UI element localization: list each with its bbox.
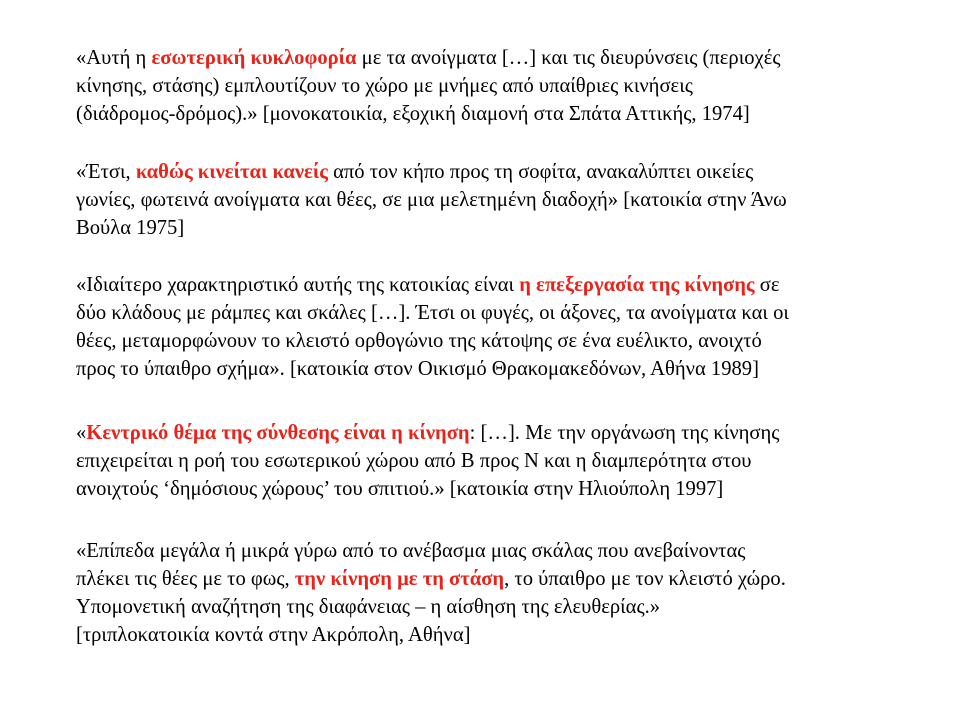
text-segment: , το ύπαιθρο με τον κλειστό χώρο. — [504, 568, 786, 590]
quote-line — [76, 44, 926, 72]
text-segment: προς το ύπαιθρο σχήμα». [κατοικία στον Οικισμό Θρακομακεδόνων, Αθήνα 1989] — [76, 358, 759, 380]
quote-line — [76, 214, 926, 242]
quote-line — [76, 271, 926, 299]
text-segment: γωνίες, φωτεινά ανοίγματα και θέες, σε μια μελετημένη διαδοχή» [κατοικία στην Άνω — [76, 189, 787, 211]
text-segment: από τον κήπο προς τη σοφίτα, ανακαλύπτει οικείες — [327, 161, 754, 183]
text-segment: κίνησης, στάσης) εμπλουτίζουν το χώρο με μνήμες από υπαίθριες κινήσεις — [76, 75, 693, 97]
quote-line — [76, 419, 926, 447]
text-segment: σε — [754, 274, 780, 296]
text-segment: : […]. Με την οργάνωση της κίνησης — [469, 422, 780, 444]
quote-line — [76, 186, 926, 214]
highlighted-phrase: καθώς κινείται κανείς — [135, 161, 328, 183]
quote-line — [76, 447, 926, 475]
highlighted-phrase: Κεντρικό θέμα της σύνθεσης είναι η κίνηση — [86, 422, 470, 444]
quote-line — [76, 355, 926, 383]
quote-line — [76, 299, 926, 327]
text-segment: [τριπλοκατοικία κοντά στην Ακρόπολη, Αθήνα] — [76, 624, 471, 646]
text-segment: «Επίπεδα μεγάλα ή μικρά γύρω από το ανέβασμα μιας σκάλας που ανεβαίνοντας — [76, 540, 746, 562]
text-segment: «Αυτή η — [76, 47, 152, 69]
quote-line — [76, 621, 926, 649]
quote-2 — [76, 158, 926, 242]
text-segment: (διάδρομος-δρόμος).» [μονοκατοικία, εξοχική διαμονή στα Σπάτα Αττικής, 1974] — [76, 103, 750, 125]
highlighted-phrase: η επεξεργασία της κίνησης — [519, 274, 755, 296]
quote-line — [76, 565, 926, 593]
quote-line — [76, 593, 926, 621]
text-segment: δύο κλάδους με ράμπες και σκάλες […]. Έτσι οι φυγές, οι άξονες, τα ανοίγματα και οι — [76, 302, 789, 324]
quote-5 — [76, 537, 926, 649]
text-segment: με τα ανοίγματα […] και τις διευρύνσεις (περιοχές — [356, 47, 781, 69]
quote-line — [76, 100, 926, 128]
quote-line — [76, 72, 926, 100]
text-segment: Υπομονετική αναζήτηση της διαφάνειας – η αίσθηση της ελευθερίας.» — [76, 596, 661, 618]
text-segment: επιχειρείται η ροή του εσωτερικού χώρου από Β προς Ν και η διαμπερότητα στου — [76, 450, 752, 472]
quote-line — [76, 158, 926, 186]
highlighted-phrase: εσωτερική κυκλοφορία — [151, 47, 357, 69]
quote-4 — [76, 419, 926, 503]
text-segment: Βούλα 1975] — [76, 217, 185, 239]
text-segment: « — [76, 422, 87, 444]
text-segment: «Ιδιαίτερο χαρακτηριστικό αυτής της κατοικίας είναι — [76, 274, 520, 296]
quote-line — [76, 475, 926, 503]
quote-line — [76, 327, 926, 355]
quote-3 — [76, 271, 926, 383]
text-segment: ανοιχτούς ‘δημόσιους χώρους’ του σπιτιού.» [κατοικία στην Ηλιούπολη 1997] — [76, 478, 724, 500]
highlighted-phrase: την κίνηση με τη στάση — [294, 568, 505, 590]
quote-1 — [76, 44, 926, 128]
text-segment: θέες, μεταμορφώνουν το κλειστό ορθογώνιο της κάτοψης σε ένα ευέλικτο, ανοιχτό — [76, 330, 762, 352]
text-segment: «Έτσι, — [76, 161, 136, 183]
quote-line — [76, 537, 926, 565]
text-segment: πλέκει τις θέες με το φως, — [76, 568, 295, 590]
